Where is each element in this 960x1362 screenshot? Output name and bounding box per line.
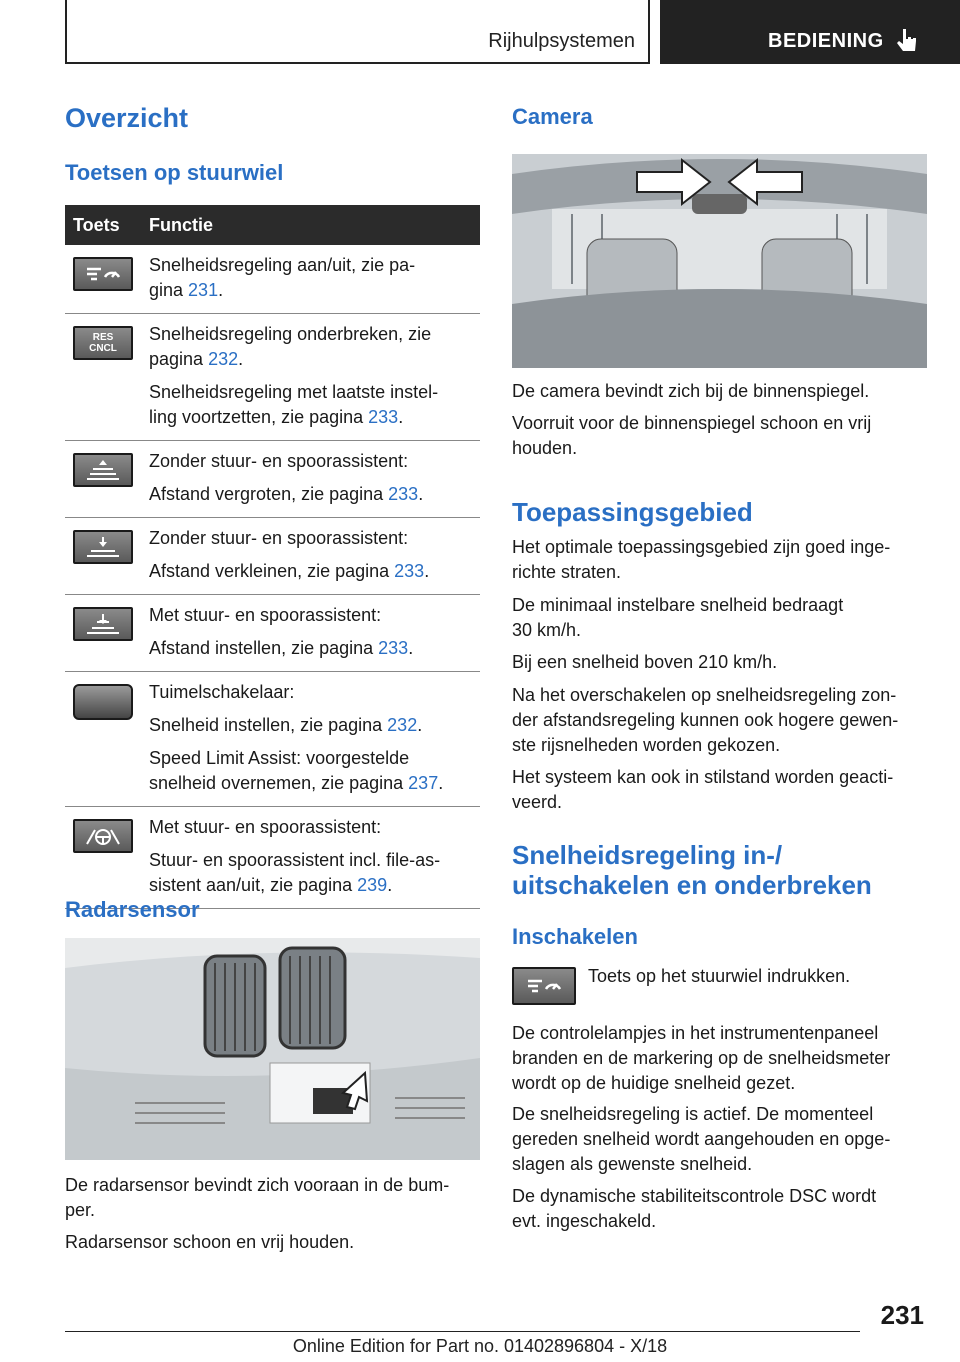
table-row [65, 807, 480, 909]
in-p2c: slagen als gewenste snelheid. [512, 1154, 753, 1174]
row2-text-dot: . [238, 349, 244, 369]
in-p2a: De snelheidsregeling is actief. De momenteel [512, 1104, 874, 1124]
tg-p1a: Het optimale toepassingsgebied zijn goed inge- [512, 537, 891, 557]
footer-rule [65, 1331, 860, 1332]
row6-text-d: snelheid overnemen, zie pagina [149, 773, 409, 793]
tg-heading: Toepassingsgebied [512, 497, 753, 527]
in-p2b: gereden snelheid wordt aangehouden en opge- [512, 1129, 891, 1149]
table-row [65, 672, 480, 807]
tg-p5b: veerd. [512, 792, 563, 812]
row7-text-b: Stuur- en spoorassistent incl. file-as- [149, 850, 441, 870]
camera-text-2 [512, 411, 871, 461]
in-p3a: De dynamische stabiliteitscontrole DSC wordt [512, 1186, 877, 1206]
row2-text-c: Snelheidsregeling met laatste instel- [149, 382, 439, 402]
row6-text-c: Speed Limit Assist: voorgestelde [149, 748, 410, 768]
header-chapter-label: BEDIENING [768, 30, 884, 52]
tg-p3: Bij een snelheid boven 210 km/h. [512, 652, 778, 672]
table-row [65, 245, 480, 314]
steering-assistant-icon [73, 819, 133, 853]
page-link-233[interactable]: 233 [378, 638, 409, 658]
tg-p1 [512, 535, 890, 585]
inschakelen-text: Toets op het stuurwiel indrukken. [588, 966, 851, 986]
keys-table [65, 205, 480, 909]
sr-heading-a: Snelheidsregeling in-/ [512, 840, 783, 870]
tg-p5 [512, 765, 893, 815]
row3-text-dot: . [418, 484, 424, 504]
cruise-control-icon [512, 967, 576, 1005]
page-link-233[interactable]: 233 [394, 561, 425, 581]
camera-text-2b: houden. [512, 438, 578, 458]
page-link-239[interactable]: 239 [357, 875, 388, 895]
edition-note: Online Edition for Part no. 01402896804 - X/18 [292, 1336, 668, 1356]
tg-p4 [512, 683, 898, 758]
camera-image [512, 154, 927, 368]
page-number: 231 [880, 1300, 924, 1330]
in-p3 [512, 1184, 876, 1234]
tg-p2b: 30 km/h. [512, 620, 582, 640]
in-p2 [512, 1102, 890, 1177]
row5-text-a: Met stuur- en spoorassistent: [149, 605, 382, 625]
row2-text-dot2: . [398, 407, 404, 427]
camera-text-2a: Voorruit voor de binnenspiegel schoon en vrij [512, 413, 872, 433]
hand-pointer-icon [894, 27, 920, 55]
radar-text-1a: De radarsensor bevindt zich vooraan in de bum- [65, 1175, 450, 1195]
tg-p1b: richte straten. [512, 562, 622, 582]
row1-text-b: gina [149, 280, 189, 300]
row2-text-d: ling voortzetten, zie pagina [149, 407, 369, 427]
row1-text-dot: . [218, 280, 224, 300]
row4-text-b: Afstand verkleinen, zie pagina [149, 561, 395, 581]
camera-text-1: De camera bevindt zich bij de binnenspiegel. [512, 381, 870, 401]
sr-heading [512, 840, 872, 900]
row6-text-dot2: . [438, 773, 444, 793]
page-link-232[interactable]: 232 [387, 715, 418, 735]
distance-decrease-icon [73, 530, 133, 564]
row6-text-dot: . [417, 715, 423, 735]
row7-text-dot: . [387, 875, 393, 895]
tg-p5a: Het systeem kan ook in stilstand worden geacti- [512, 767, 894, 787]
page-link-233[interactable]: 233 [368, 407, 399, 427]
inschakelen-heading: Inschakelen [512, 924, 638, 949]
tg-p4b: der afstandsregeling kunnen ook hogere gewen- [512, 710, 899, 730]
table-row [65, 518, 480, 595]
page-title: Overzicht [65, 103, 189, 133]
row1-text-a: Snelheidsregeling aan/uit, zie pa- [149, 255, 416, 275]
distance-increase-icon [73, 453, 133, 487]
row4-text-a: Zonder stuur- en spoorassistent: [149, 528, 409, 548]
row3-text-b: Afstand vergroten, zie pagina [149, 484, 389, 504]
row6-text-a: Tuimelschakelaar: [149, 682, 295, 702]
in-p1 [512, 1021, 890, 1096]
in-p1b: branden en de markering op de snelheidsmeter [512, 1048, 891, 1068]
res-cncl-icon: RES CNCL [73, 326, 133, 360]
tg-p4a: Na het overschakelen op snelheidsregeling zon- [512, 685, 897, 705]
radar-sensor-image [65, 938, 480, 1160]
header-chapter-tab [660, 0, 960, 64]
header-section-title: Rijhulpsystemen [488, 30, 635, 52]
camera-heading: Camera [512, 104, 593, 129]
tg-p2 [512, 593, 843, 643]
in-p3b: evt. ingeschakeld. [512, 1211, 657, 1231]
tg-p4c: ste rijsnelheden worden gekozen. [512, 735, 781, 755]
sr-heading-b: uitschakelen en onderbreken [512, 870, 872, 900]
table-row [65, 314, 480, 441]
in-p1a: De controlelampjes in het instrumentenpaneel [512, 1023, 879, 1043]
row4-text-dot: . [424, 561, 430, 581]
cruise-control-icon [73, 257, 133, 291]
page-link-233[interactable]: 233 [388, 484, 419, 504]
page-link-232[interactable]: 232 [208, 349, 239, 369]
page-link-231[interactable]: 231 [188, 280, 219, 300]
radar-text-2: Radarsensor schoon en vrij houden. [65, 1232, 355, 1252]
radar-text-1 [65, 1173, 449, 1223]
tg-p2a: De minimaal instelbare snelheid bedraagt [512, 595, 844, 615]
distance-set-icon [73, 607, 133, 641]
col-header-function: Functie [149, 205, 480, 245]
table-row [65, 595, 480, 672]
table-row [65, 441, 480, 518]
row2-text-b: pagina [149, 349, 209, 369]
row7-text-a: Met stuur- en spoorassistent: [149, 817, 382, 837]
section-heading-keys: Toetsen op stuurwiel [65, 160, 284, 185]
in-p1c: wordt op de huidige snelheid gezet. [512, 1073, 796, 1093]
page-link-237[interactable]: 237 [408, 773, 439, 793]
row5-text-b: Afstand instellen, zie pagina [149, 638, 379, 658]
row6-text-b: Snelheid instellen, zie pagina [149, 715, 388, 735]
rocker-switch-icon [73, 684, 133, 720]
row7-text-c: sistent aan/uit, zie pagina [149, 875, 358, 895]
row5-text-dot: . [408, 638, 414, 658]
radar-text-1b: per. [65, 1200, 96, 1220]
col-header-key: Toets [65, 205, 149, 245]
row2-text-a: Snelheidsregeling onderbreken, zie [149, 324, 432, 344]
row3-text-a: Zonder stuur- en spoorassistent: [149, 451, 409, 471]
radar-heading: Radarsensor [65, 897, 200, 922]
table-header-row [65, 205, 480, 245]
